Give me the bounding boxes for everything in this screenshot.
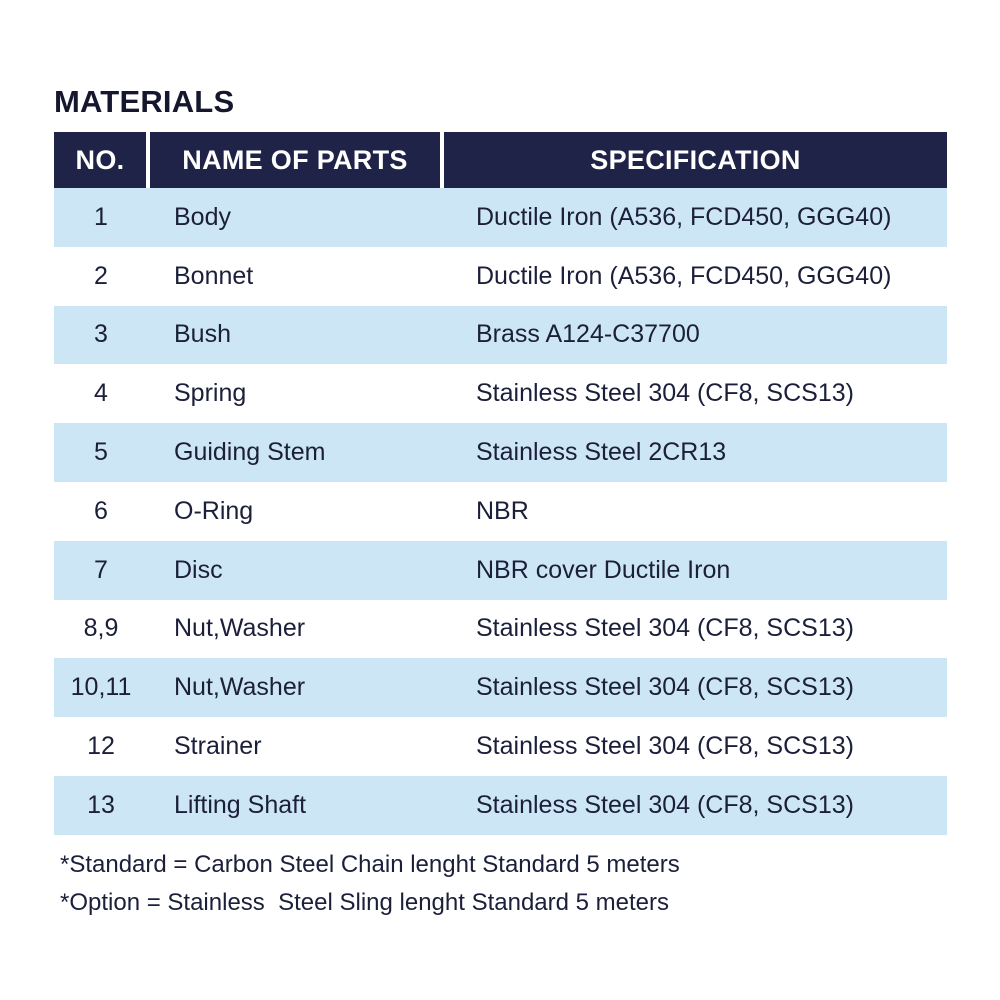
cell-specification: Ductile Iron (A536, FCD450, GGG40) — [442, 188, 947, 247]
cell-part-name: Strainer — [148, 717, 442, 776]
table-row — [54, 364, 947, 423]
cell-specification: Ductile Iron (A536, FCD450, GGG40) — [442, 247, 947, 306]
cell-no: 7 — [54, 541, 148, 600]
table-row — [54, 717, 947, 776]
header-specification: SPECIFICATION — [442, 132, 947, 188]
cell-no: 5 — [54, 423, 148, 482]
table-body — [54, 188, 947, 835]
cell-part-name: Body — [148, 188, 442, 247]
header-row — [54, 132, 947, 188]
header-name-of-parts: NAME OF PARTS — [148, 132, 442, 188]
cell-specification: Stainless Steel 304 (CF8, SCS13) — [442, 717, 947, 776]
cell-part-name: O-Ring — [148, 482, 442, 541]
table-row — [54, 482, 947, 541]
cell-part-name: Bush — [148, 306, 442, 365]
cell-part-name: Disc — [148, 541, 442, 600]
table-row — [54, 658, 947, 717]
footnote-option: *Option = Stainless Steel Sling lenght Standard 5 meters — [60, 889, 670, 916]
cell-specification: Stainless Steel 2CR13 — [442, 423, 947, 482]
cell-specification: Stainless Steel 304 (CF8, SCS13) — [442, 776, 947, 835]
table-row — [54, 306, 947, 365]
cell-no: 3 — [54, 306, 148, 365]
table-row — [54, 776, 947, 835]
cell-part-name: Nut,Washer — [148, 658, 442, 717]
cell-specification: Stainless Steel 304 (CF8, SCS13) — [442, 364, 947, 423]
cell-specification: Stainless Steel 304 (CF8, SCS13) — [442, 658, 947, 717]
materials-table-container — [54, 132, 947, 835]
cell-part-name: Spring — [148, 364, 442, 423]
cell-no: 10,11 — [54, 658, 148, 717]
table-row — [54, 541, 947, 600]
cell-specification: Stainless Steel 304 (CF8, SCS13) — [442, 600, 947, 659]
page-title: MATERIALS — [54, 84, 235, 119]
cell-part-name: Bonnet — [148, 247, 442, 306]
cell-no: 2 — [54, 247, 148, 306]
cell-no: 13 — [54, 776, 148, 835]
cell-specification: NBR cover Ductile Iron — [442, 541, 947, 600]
footnote-standard: *Standard = Carbon Steel Chain lenght Standard 5 meters — [60, 851, 680, 878]
table-row — [54, 423, 947, 482]
table-row — [54, 188, 947, 247]
cell-no: 8,9 — [54, 600, 148, 659]
cell-specification: Brass A124-C37700 — [442, 306, 947, 365]
table-row — [54, 600, 947, 659]
header-no: NO. — [54, 132, 148, 188]
footnotes — [60, 846, 680, 922]
cell-no: 1 — [54, 188, 148, 247]
materials-table — [54, 132, 947, 835]
cell-specification: NBR — [442, 482, 947, 541]
table-header — [54, 132, 947, 188]
cell-part-name: Nut,Washer — [148, 600, 442, 659]
cell-no: 4 — [54, 364, 148, 423]
cell-part-name: Lifting Shaft — [148, 776, 442, 835]
table-row — [54, 247, 947, 306]
cell-part-name: Guiding Stem — [148, 423, 442, 482]
cell-no: 6 — [54, 482, 148, 541]
cell-no: 12 — [54, 717, 148, 776]
